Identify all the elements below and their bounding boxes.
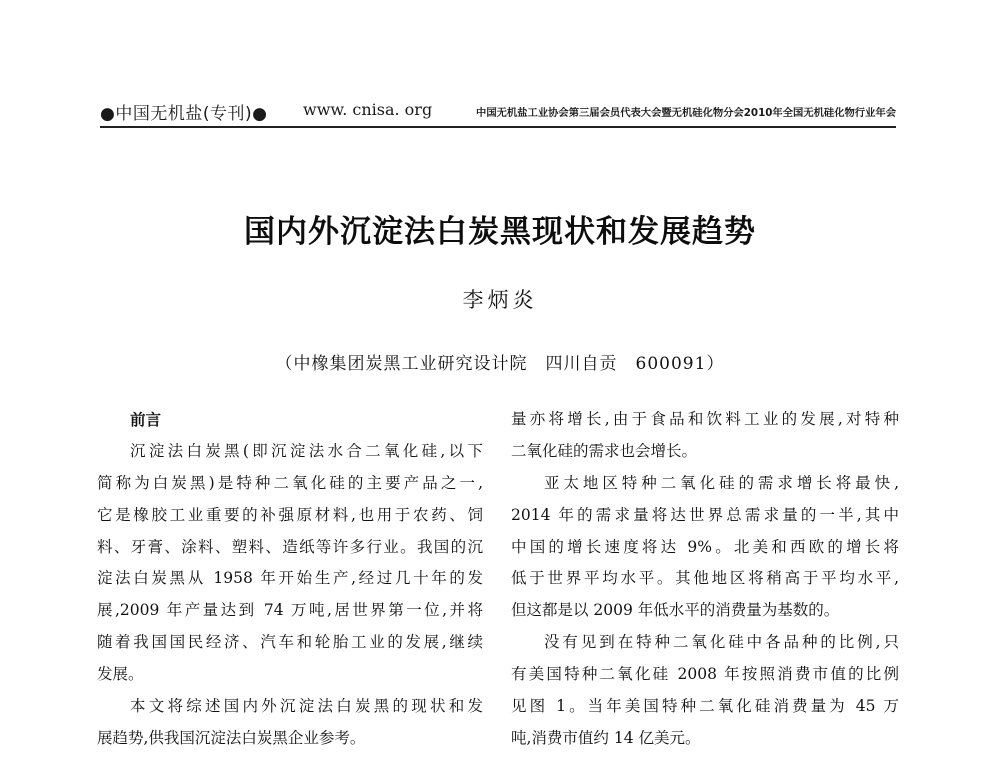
body-line: 但这都是以 2009 年低水平的消费量为基数的。 <box>511 601 840 620</box>
body-line: 发展。 <box>97 665 144 684</box>
body-line: 随着我国国民经济、汽车和轮胎工业的发展,继续 <box>97 633 483 652</box>
body-line: 本文将综述国内外沉淀法白炭黑的现状和发 <box>130 697 483 716</box>
website-url: www. cnisa. org <box>303 100 433 119</box>
running-header <box>100 97 896 123</box>
header-rule <box>100 126 896 128</box>
body-line: 沉淀法白炭黑(即沉淀法水合二氧化硅,以下 <box>130 441 483 460</box>
section-heading: 前言 <box>130 410 162 429</box>
body-line: 没有见到在特种二氧化硅中各品种的比例,只 <box>544 633 899 652</box>
body-line: 它是橡胶工业重要的补强原材料,也用于农药、饲 <box>97 505 483 524</box>
paper-title: 国内外沉淀法白炭黑现状和发展趋势 <box>244 214 756 250</box>
body-line: 2014 年的需求量将达世界总需求量的一半,其中 <box>511 505 899 524</box>
body-line: 简称为白炭黑)是特种二氧化硅的主要产品之一, <box>97 473 483 492</box>
body-line: 淀法白炭黑从 1958 年开始生产,经过几十年的发 <box>97 569 483 588</box>
body-line: 有美国特种二氧化硅 2008 年按照消费市值的比例 <box>511 665 899 684</box>
body-line: 二氧化硅的需求也会增长。 <box>511 441 698 460</box>
right-column <box>511 404 899 755</box>
conference-name: 中国无机盐工业协会第三届会员代表大会暨无机硅化物分会2010年全国无机硅化物行业年会 <box>476 107 896 119</box>
body-line: 低于世界平均水平。其他地区将稍高于平均水平, <box>511 569 899 588</box>
body-line: 见图 1。当年美国特种二氧化硅消费量为 45 万 <box>511 697 899 716</box>
author-name: 李炳炎 <box>462 288 538 312</box>
author-affiliation: （中橡集团炭黑工业研究设计院 四川自贡 600091） <box>275 354 725 374</box>
body-line: 量亦将增长,由于食品和饮料工业的发展,对特种 <box>511 410 899 428</box>
left-column <box>97 404 483 755</box>
body-line: 料、牙膏、涂料、塑料、造纸等许多行业。我国的沉 <box>97 537 483 556</box>
body-line: 吨,消费市值约 14 亿美元。 <box>511 728 701 747</box>
body-line: 亚太地区特种二氧化硅的需求增长将最快, <box>544 473 899 492</box>
journal-name: ●中国无机盐(专刊)● <box>100 104 268 124</box>
body-line: 展,2009 年产量达到 74 万吨,居世界第一位,并将 <box>97 601 483 620</box>
body-line: 展趋势,供我国沉淀法白炭黑企业参考。 <box>97 728 366 747</box>
body-line: 中国的增长速度将达 9%。北美和西欧的增长将 <box>511 537 899 556</box>
